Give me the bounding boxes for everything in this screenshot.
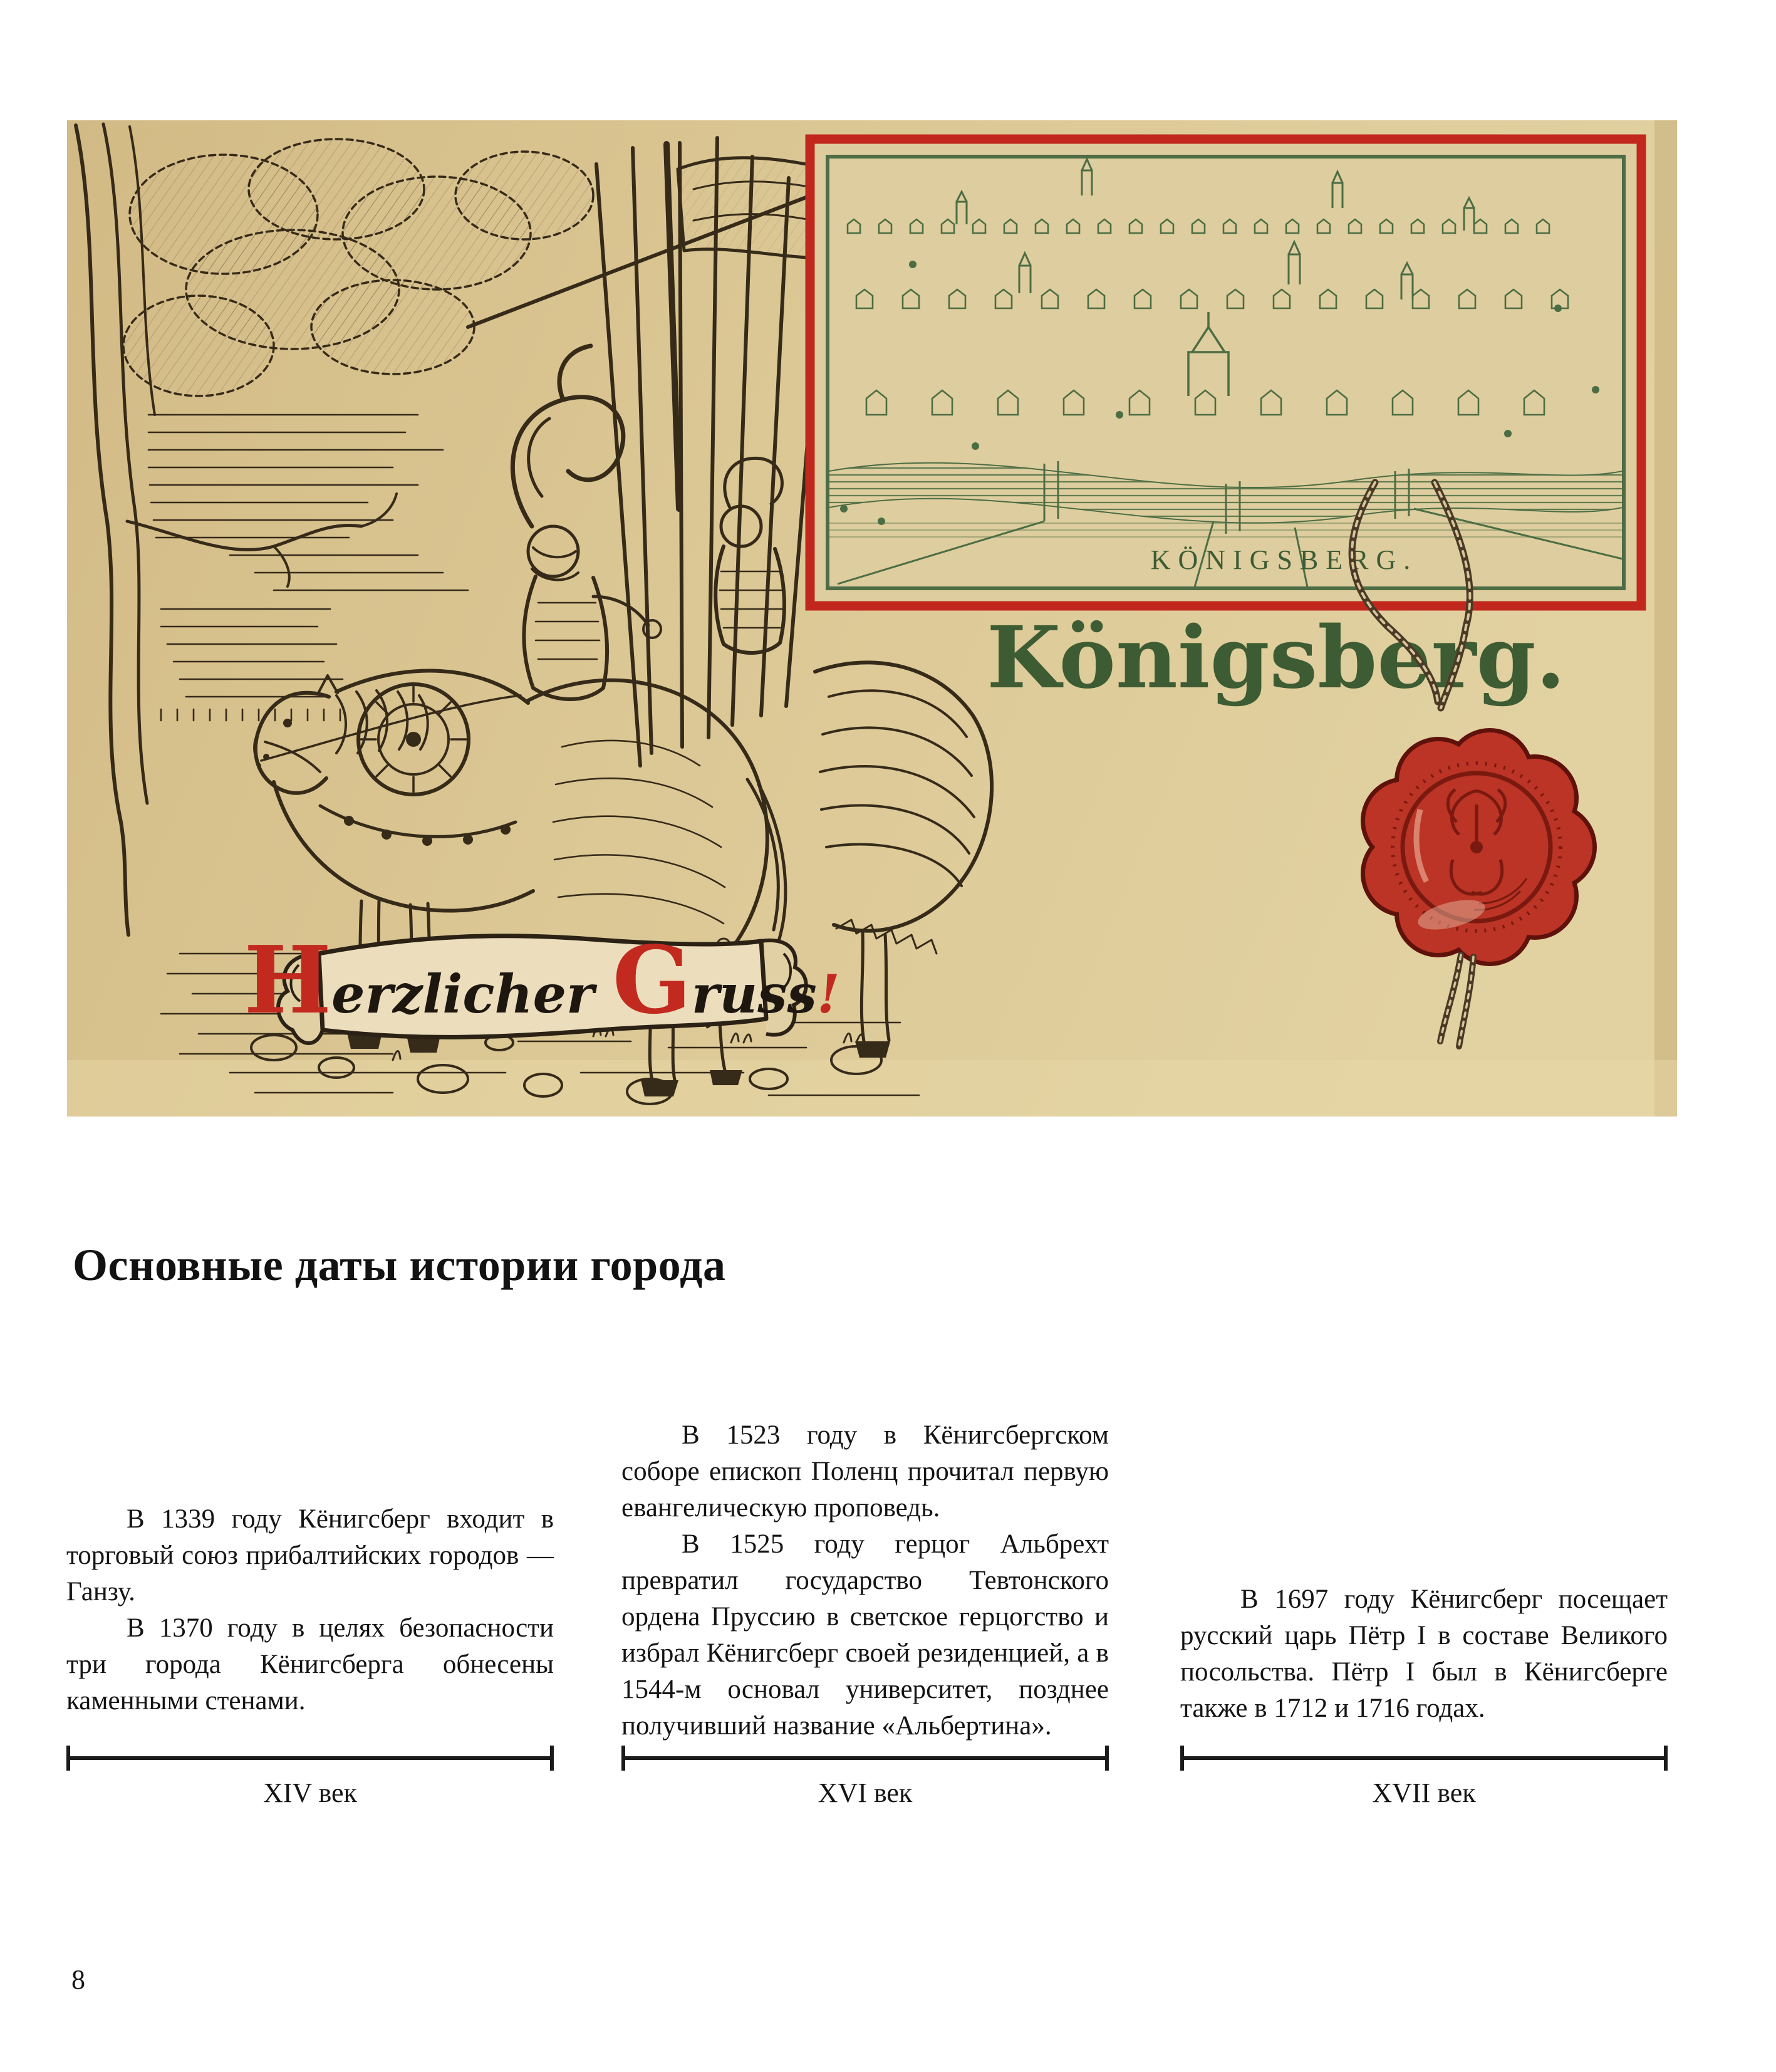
banner-exclaim: ! — [816, 963, 840, 1025]
history-column-xiv — [66, 1501, 554, 1719]
timeline-label: XVII век — [1372, 1778, 1476, 1808]
timeline-label: XVI век — [818, 1778, 913, 1808]
timeline-xiv — [66, 1746, 554, 1809]
paragraph: В 1525 году герцог Альбрехт превратил государство Тевтонского ордена Пруссию в светское герцогство и избрал Кёнигсберг своей резиденцией, а в 1544-м основал университет, позднее получивший название «Альбертина». — [621, 1529, 1109, 1741]
banner-initial-g: G — [612, 925, 692, 1034]
banner-word-1: erzlicher — [331, 963, 613, 1025]
paragraph: В 1523 году в Кёнигсбергском соборе епископ Поленц прочитал первую евангелическую проповедь. — [621, 1420, 1109, 1523]
banner-word-2: russ — [691, 963, 817, 1025]
timeline-line — [1180, 1756, 1668, 1760]
timeline-bar — [66, 1746, 554, 1771]
city-view-frame — [810, 139, 1641, 606]
history-column-xvii — [1180, 1581, 1668, 1727]
section-heading: Основные даты истории города — [73, 1240, 726, 1290]
paragraph: В 1370 году в целях безопасности три города Кёнигсберга обнесены каменными стенами. — [66, 1613, 554, 1715]
postcard-image — [67, 120, 1677, 1117]
timeline-cap-right — [1105, 1746, 1109, 1771]
timeline-line — [621, 1756, 1109, 1760]
history-column-xvi — [621, 1417, 1109, 1744]
timeline-cap-right — [1664, 1746, 1668, 1771]
timeline-bar — [621, 1746, 1109, 1771]
timeline-cap-right — [550, 1746, 554, 1771]
postcard-svg — [67, 120, 1677, 1117]
page-number: 8 — [71, 1964, 85, 1995]
paragraph: В 1697 году Кёнигсберг посещает русский царь Пётр I в составе Великого посольства. Пётр I был в Кёнигсберге также в 1712 и 1716 годах. — [1180, 1585, 1668, 1723]
paragraph: В 1339 году Кёнигсберг входит в торговый союз прибалтийских городов — Ганзу. — [66, 1504, 554, 1606]
timeline-xvi — [621, 1746, 1109, 1809]
timeline-bar — [1180, 1746, 1668, 1771]
timeline-xvii — [1180, 1746, 1668, 1809]
timeline-line — [66, 1756, 554, 1760]
city-view-caption: KÖNIGSBERG. — [1150, 544, 1418, 575]
postcard-title-gothic: Königsberg. — [987, 608, 1566, 708]
banner-initial-h: H — [244, 925, 332, 1034]
timeline-label: XIV век — [263, 1778, 357, 1808]
